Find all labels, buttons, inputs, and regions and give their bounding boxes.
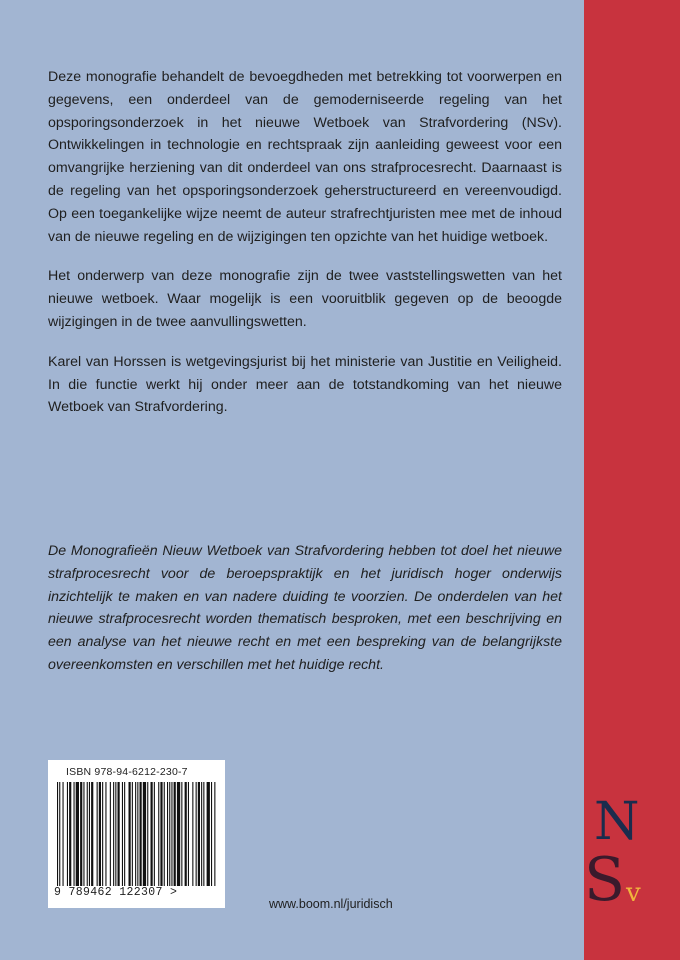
barcode-bar [140,782,142,886]
isbn-label: ISBN 978-94-6212-230-7 [66,766,188,778]
barcode-bar [192,782,193,886]
barcode-bar [137,782,138,886]
nsv-logo-s: S [584,845,626,915]
barcode-bars [57,782,217,886]
description-block [48,66,562,436]
barcode-bar [59,782,60,886]
barcode-bar [201,782,202,886]
barcode-bar [115,782,116,886]
barcode-bar [67,782,68,886]
barcode-bar [110,782,111,886]
barcode-bar [129,782,131,886]
barcode-bar [171,782,172,886]
barcode-bar [181,782,182,886]
barcode-bar [196,782,197,886]
isbn-barcode [48,760,225,908]
barcode-bar [83,782,84,886]
barcode-bar [76,782,79,886]
barcode-bar [158,782,159,886]
barcode-bar [74,782,75,886]
nsv-logo-v: v [626,878,641,908]
barcode-bar [207,782,210,886]
publisher-website: www.boom.nl/juridisch [269,897,393,911]
description-paragraph-1: Deze monografie behandelt de bevoegdheden met betrekking tot voorwerpen en gegevens, een onderdeel van de gemoderniseerde regeling van het opsporingsonderzoek in het nieuwe Wetboek van Strafvordering (NSv). Ontwikkelingen in technologie en rechtspraak zijn aanleiding geweest voor een omvangrijke herziening van dit onderdeel van ons strafprocesrecht. Daarnaast is de regeling van het opsporingsonderzoek geherstructureerd en vereenvoudigd. Op een toegankelijke wijze neemt de auteur strafrechtjuristen mee met de inhoud van de nieuwe regeling en de wijzigingen ten opzichte van het huidige wetboek. [48,69,562,245]
barcode-bar [198,782,200,886]
barcode-bar [143,782,146,886]
barcode-bar [57,782,58,886]
barcode-bar [87,782,88,886]
barcode-bar [102,782,103,886]
barcode-digits: 9 789462 122307 > [54,886,178,899]
barcode-bar [188,782,189,886]
barcode-bar [99,782,101,886]
barcode-bar [214,782,215,886]
barcode-bar [122,782,123,886]
barcode-bar [135,782,136,886]
barcode-bar [154,782,155,886]
barcode-bar [164,782,165,886]
barcode-bar [80,782,82,886]
barcode-bar [118,782,120,886]
barcode-bar [132,782,133,886]
barcode-bar [203,782,204,886]
barcode-bar [147,782,148,886]
barcode-bar [169,782,170,886]
author-paragraph: Karel van Horssen is wetgevingsjurist bij het ministerie van Justitie en Veiligheid. In die functie werkt hij onder meer aan de totstandkoming van het nieuwe Wetboek van Strafvordering. [48,353,562,416]
barcode-bar [97,782,98,886]
barcode-bar [113,782,114,886]
barcode-bar [174,782,176,886]
description-paragraph-2: Het onderwerp van deze monografie zijn de twee vaststellingswetten van het nieuwe wetboek. Waar mogelijk is een vooruitblik gegeven op de beoogde wijzigingen in de twee aanvullingswetten. [48,268,562,330]
barcode-bar [89,782,90,886]
barcode-bar [211,782,212,886]
barcode-bar [63,782,64,886]
barcode-bar [185,782,187,886]
barcode-bar [151,782,153,886]
nsv-logo-n: N [594,792,640,852]
barcode-bar [105,782,106,886]
barcode-bar [167,782,168,886]
barcode-bar [160,782,162,886]
series-description: De Monografieën Nieuw Wetboek van Strafvordering hebben tot doel het nieuwe strafprocesrecht voor de beroepspraktijk en het juridisch hoger onderwijs inzichtelijk te maken en van nadere duiding te voorzien. De onderdelen van het nieuwe strafprocesrecht worden thematisch besproken, met een beschrijving en een analyse van het nieuwe recht en met een bespreking van de belangrijkste overeenkomsten en verschillen met het huidige recht. [48,543,562,673]
barcode-bar [91,782,93,886]
barcode-bar [177,782,180,886]
barcode-bar [69,782,71,886]
barcode-bar [124,782,125,886]
